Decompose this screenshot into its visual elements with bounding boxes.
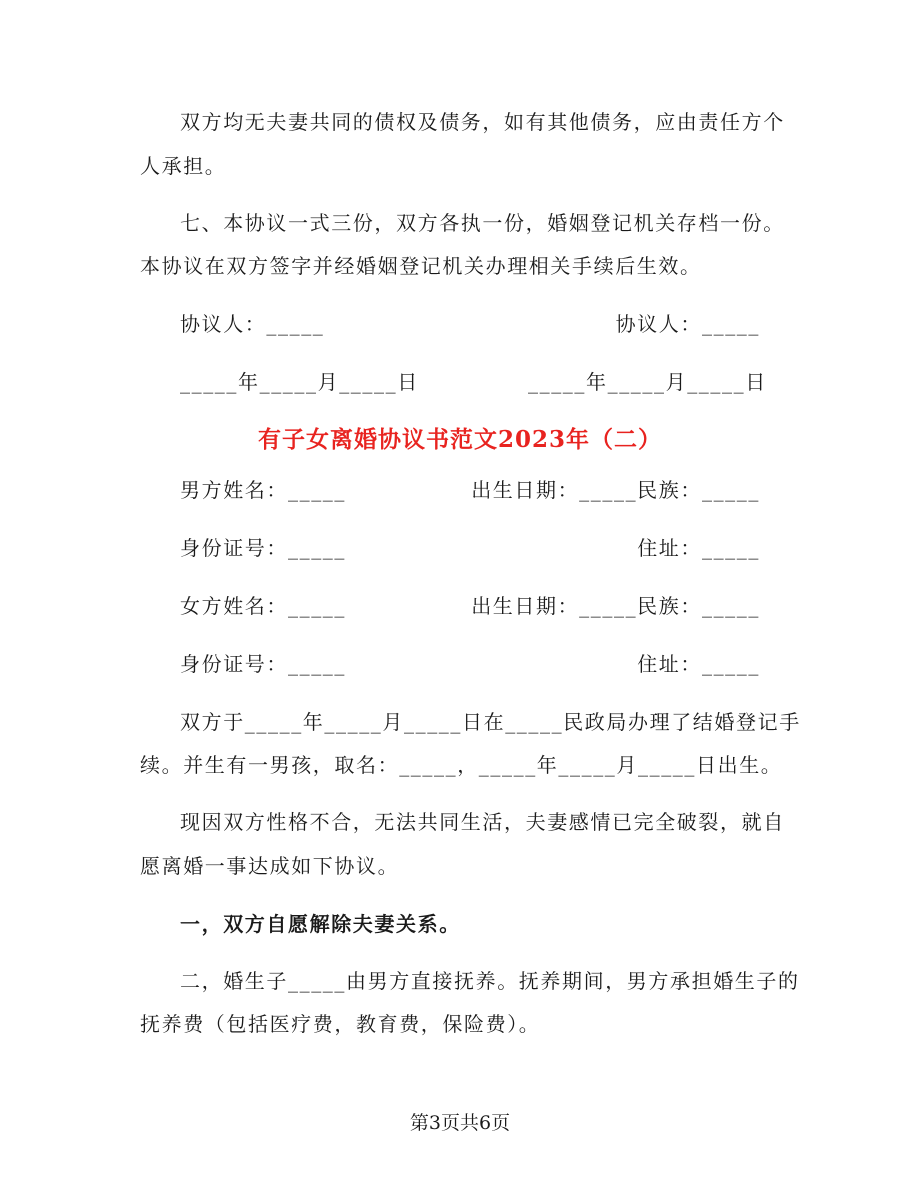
male-birth-ethnicity-field: 出生日期：_____民族：_____ xyxy=(471,478,760,502)
clause-two-line-1: 二，婚生子_____由男方直接抚养。抚养期间，男方承担婚生子的 xyxy=(180,969,800,993)
date-left: _____年_____月_____日 xyxy=(180,370,419,394)
female-id-field: 身份证号：_____ xyxy=(180,652,346,676)
marriage-paragraph-line-1: 双方于_____年_____月_____日在_____民政局办理了结婚登记手 xyxy=(180,710,801,734)
clause-one: 一，双方自愿解除夫妻关系。 xyxy=(180,912,461,936)
signer-left: 协议人：_____ xyxy=(180,312,325,336)
debt-paragraph-line-2: 人承担。 xyxy=(140,154,227,178)
signer-right: 协议人：_____ xyxy=(615,312,760,336)
male-id-field: 身份证号：_____ xyxy=(180,536,346,560)
female-birth-ethnicity-field: 出生日期：_____民族：_____ xyxy=(471,594,760,618)
male-name-field: 男方姓名：_____ xyxy=(180,478,346,502)
reason-paragraph-line-2: 愿离婚一事达成如下协议。 xyxy=(140,854,400,878)
male-address-field: 住址：_____ xyxy=(637,536,760,560)
debt-paragraph-line-1: 双方均无夫妻共同的债权及债务，如有其他债务，应由责任方个 xyxy=(180,110,785,134)
clause-seven-line-2: 本协议在双方签字并经婚姻登记机关办理相关手续后生效。 xyxy=(140,254,702,278)
reason-paragraph-line-1: 现因双方性格不合，无法共同生活，夫妻感情已完全破裂，就自 xyxy=(180,810,785,834)
clause-two-line-2: 抚养费（包括医疗费，教育费，保险费）。 xyxy=(140,1012,541,1036)
page-number-footer: 第3页共6页 xyxy=(409,1112,511,1134)
marriage-paragraph-line-2: 续。并生有一男孩，取名：_____，_____年_____月_____日出生。 xyxy=(140,753,783,777)
female-name-field: 女方姓名：_____ xyxy=(180,594,346,618)
clause-seven-line-1: 七、本协议一式三份，双方各执一份，婚姻登记机关存档一份。 xyxy=(180,211,785,235)
date-right: _____年_____月_____日 xyxy=(528,370,767,394)
section-title: 有子女离婚协议书范文2023年（二） xyxy=(257,426,662,453)
female-address-field: 住址：_____ xyxy=(637,652,760,676)
